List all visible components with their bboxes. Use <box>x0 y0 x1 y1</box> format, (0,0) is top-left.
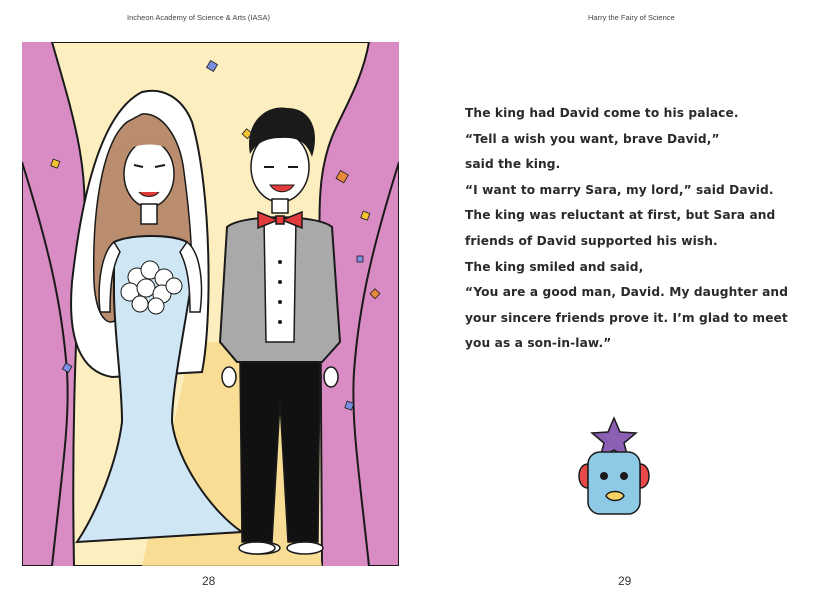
story-title-header: Harry the Fairy of Science <box>588 13 675 22</box>
story-line: friends of David supported his wish. <box>465 233 718 248</box>
story-line: The king had David come to his palace. <box>465 106 739 120</box>
page-number-left: 28 <box>202 574 216 588</box>
story-line: The king was reluctant at first, but Sara and <box>465 208 776 223</box>
story-line: said the king. <box>465 157 561 172</box>
wedding-illustration <box>22 42 399 566</box>
story-line: The king smiled and said, <box>465 259 644 274</box>
robot-mascot-icon <box>574 416 654 520</box>
story-line: your sincere friends prove it. I’m glad to meet <box>465 310 788 325</box>
story-line: “I want to marry Sara, my lord,” said David. <box>465 182 774 197</box>
story-line: “You are a good man, David. My daughter and <box>465 285 789 300</box>
story-text <box>465 101 795 357</box>
story-line: you as a son-in-law.” <box>465 336 612 351</box>
book-title-header: Incheon Academy of Science & Arts (IASA) <box>127 13 270 22</box>
page-number-right: 29 <box>618 574 632 588</box>
story-line: “Tell a wish you want, brave David,” <box>465 131 720 146</box>
